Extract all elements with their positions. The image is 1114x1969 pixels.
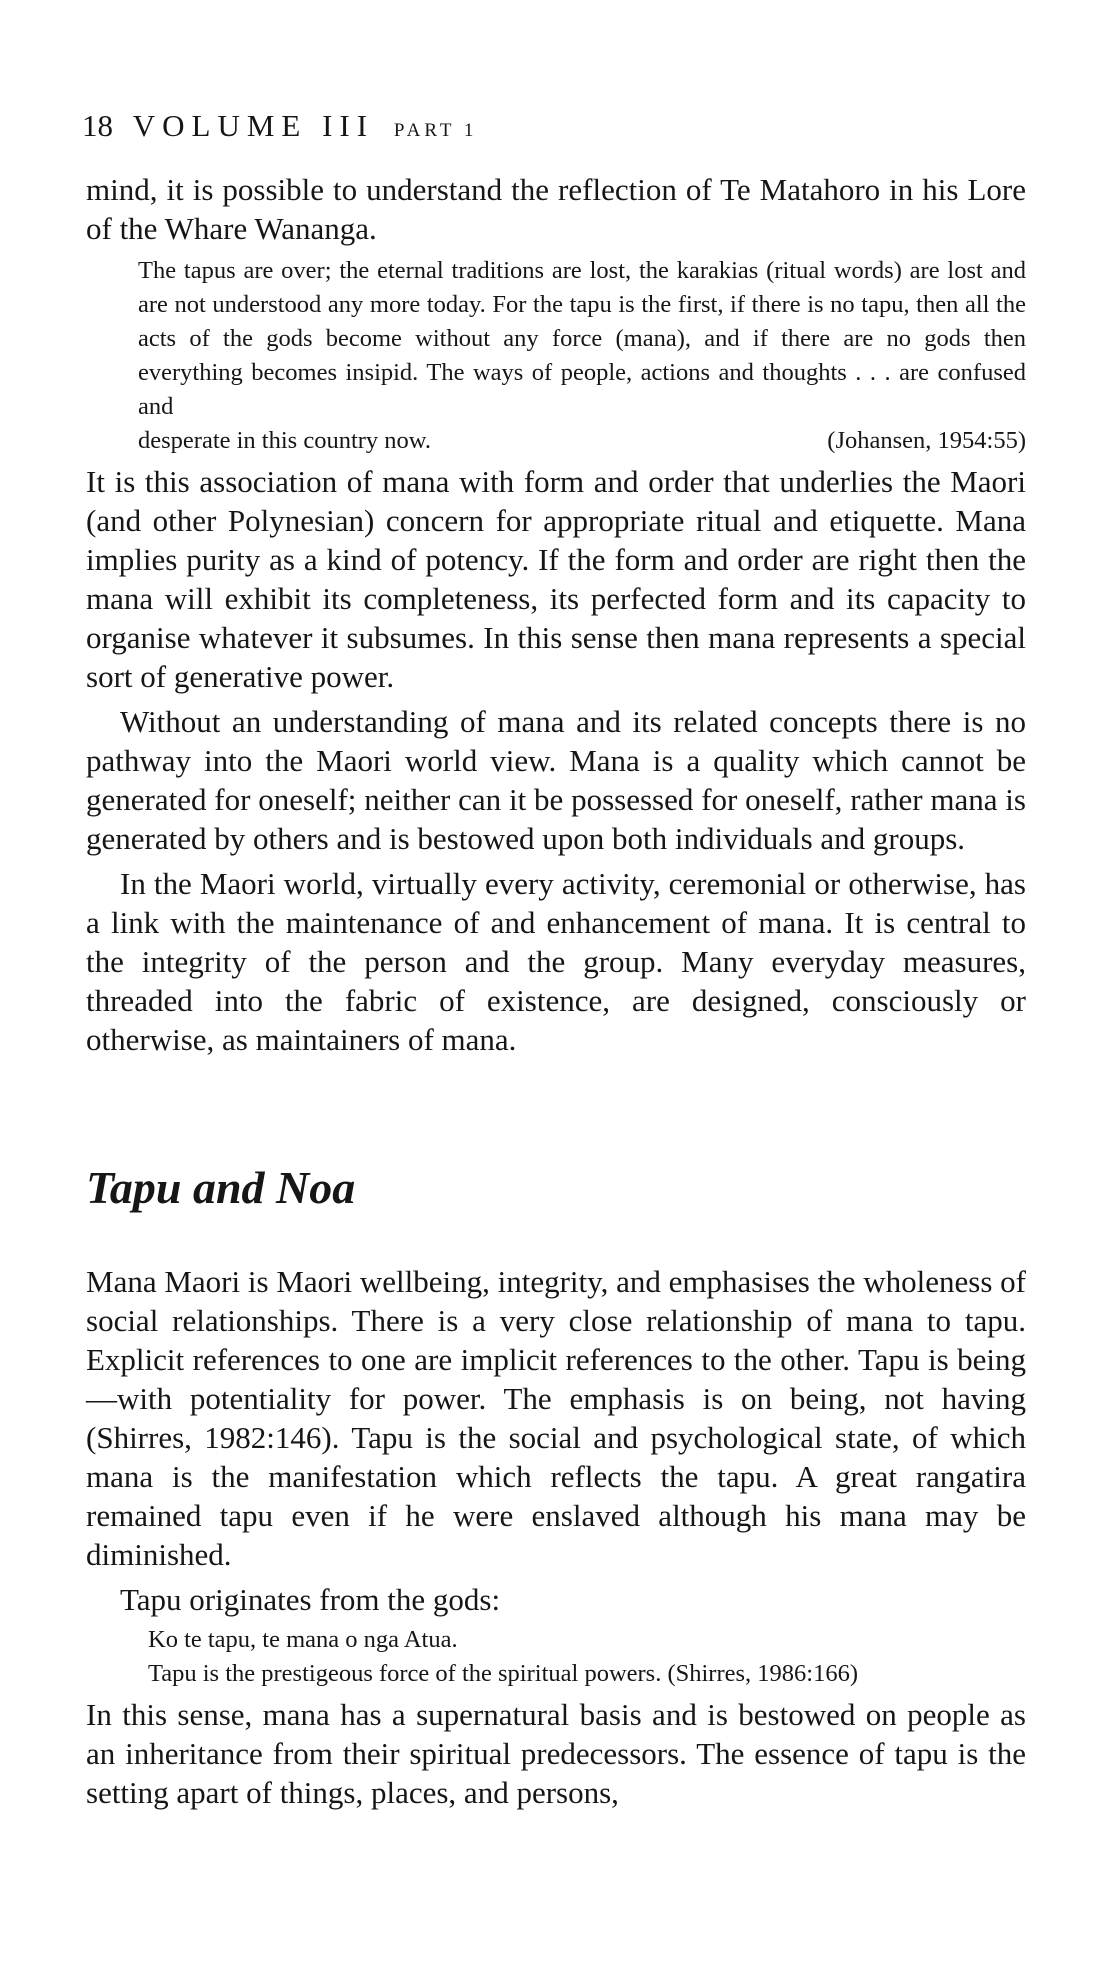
paragraph-mana-maori: Mana Maori is Maori wellbeing, integrity, and emphasises the wholeness of social relationships. There is a very close relationship of mana to tapu. Explicit references to one are implicit references to the other. Tapu is being —with potentiality for power. The emphasis is on being, not having (Shirres, 1982:146). Tapu is the social and psychological state, of which mana is the manifestation which reflects the tapu. A great rangatira remained tapu even if he were enslaved although his mana may be diminished. bbox=[86, 1264, 1026, 1572]
paragraph-tapu-origin: Tapu originates from the gods: bbox=[120, 1582, 501, 1617]
section-mana bbox=[86, 170, 1026, 1059]
volume-label: VOLUME III bbox=[132, 108, 375, 143]
part-label: PART 1 bbox=[393, 120, 478, 141]
block-quote-shirres bbox=[86, 1623, 1026, 1691]
paragraph-maintenance: In the Maori world, virtually every activity, ceremonial or otherwise, has a link with the maintenance of and enhancement of mana. It is central to the integrity of the person and the group. Many everyday measures, threaded into the fabric of existence, are designed, consciously or otherwise, as maintainers of mana. bbox=[86, 866, 1026, 1057]
paragraph-supernatural-basis: In this sense, mana has a supernatural basis and is bestowed on people as an inheritance from their spiritual predecessors. The essence of tapu is the setting apart of things, places, and persons, bbox=[86, 1697, 1026, 1810]
paragraph-continuation: mind, it is possible to understand the reflection of Te Matahoro in his Lore of the Whare Wananga. bbox=[86, 172, 1026, 246]
running-header bbox=[82, 108, 477, 144]
quote-citation: (Johansen, 1954:55) bbox=[827, 427, 1026, 454]
page-number: 18 bbox=[82, 108, 113, 143]
quote-last-text: desperate in this country now. bbox=[138, 427, 432, 454]
paragraph-form-and-order: It is this association of mana with form and order that underlies the Maori (and other Polynesian) concern for appropriate ritual and etiquette. Mana implies purity as a kind of potency. If the form and order are right then the mana will exhibit its completeness, its perfected form and its capacity to organise whatever it subsumes. In this sense then mana represents a special sort of generative power. bbox=[86, 464, 1026, 694]
section-tapu-noa bbox=[86, 1160, 1026, 1216]
block-quote-johansen bbox=[86, 254, 1026, 458]
quote-maori: Ko te tapu, te mana o nga Atua. bbox=[148, 1626, 458, 1653]
quote-text: The tapus are over; the eternal traditions are lost, the karakias (ritual words) are lost and are not understood any more today. For the tapu is the first, if there is no tapu, then all the acts of the gods become without any force (mana), and if there are no gods then everything becomes insipid. The ways of people, actions and thoughts . . . are confused and bbox=[138, 257, 1026, 420]
section-tapu-noa-body bbox=[86, 1262, 1026, 1812]
quote-english: Tapu is the prestigeous force of the spiritual powers. (Shirres, 1986:166) bbox=[148, 1660, 858, 1687]
quote-last-line bbox=[138, 424, 1026, 458]
section-heading: Tapu and Noa bbox=[86, 1162, 356, 1213]
paragraph-world-view: Without an understanding of mana and its related concepts there is no pathway into the Maori world view. Mana is a quality which cannot be generated for oneself; neither can it be possessed for oneself, rather mana is generated by others and is bestowed upon both individuals and groups. bbox=[86, 704, 1026, 856]
